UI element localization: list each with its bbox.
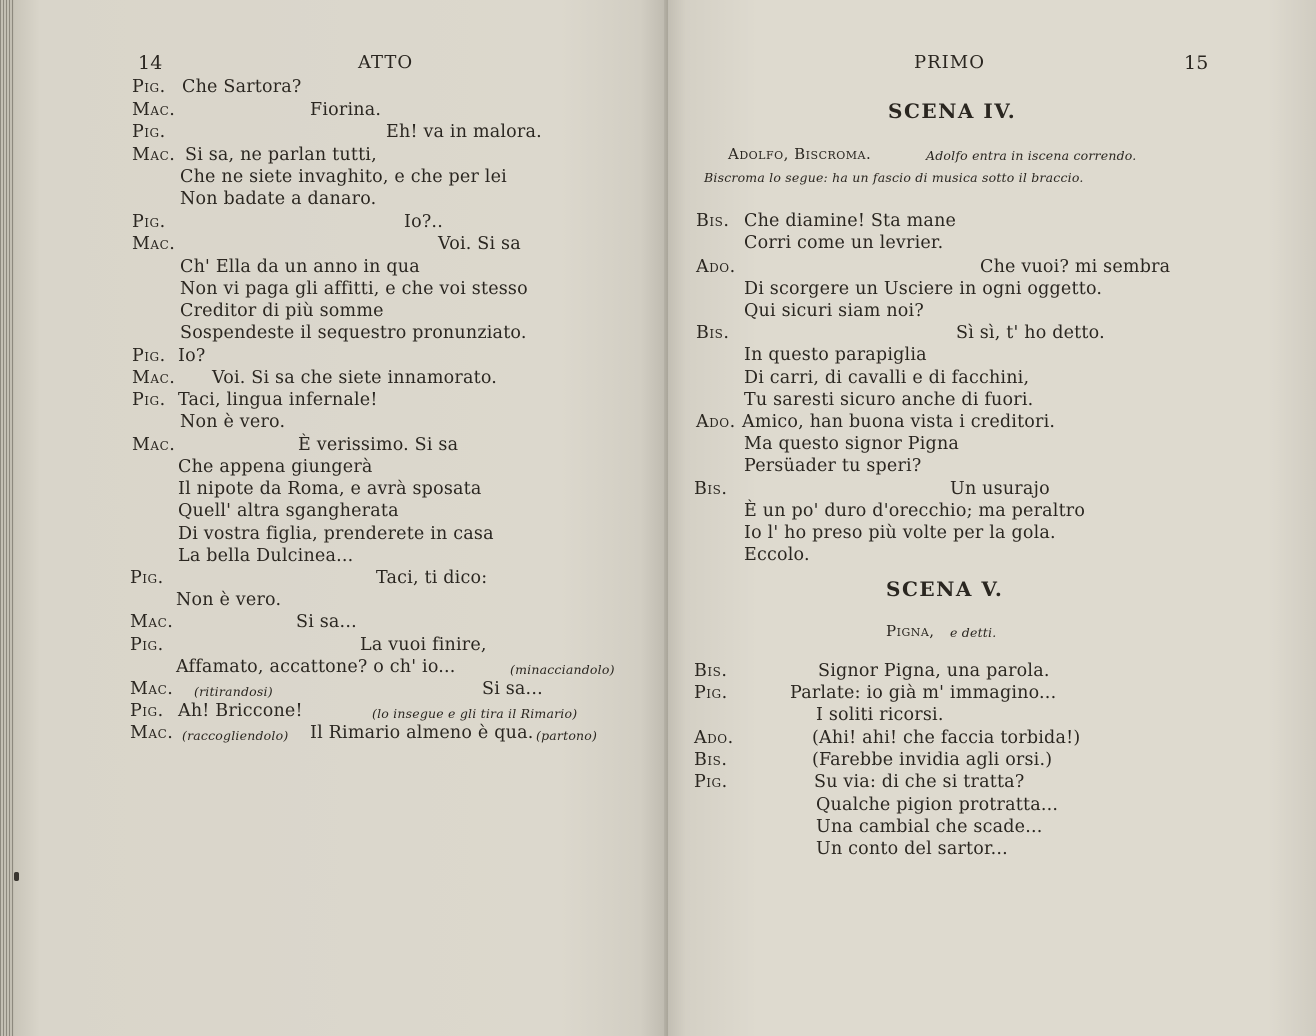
verse-line: Persüader tu speri?: [744, 456, 922, 476]
verse-line: Di carri, di cavalli e di facchini,: [744, 368, 1030, 388]
stage-direction: (raccogliendolo): [182, 728, 289, 743]
speaker: Bis.: [694, 661, 728, 681]
scene-characters: Pigna,: [886, 622, 935, 640]
verse-line: Creditor di più somme: [180, 301, 384, 321]
verse-line: Voi. Si sa: [438, 234, 521, 254]
verse-line: Il nipote da Roma, e avrà sposata: [178, 479, 482, 499]
verse-line: Un usurajo: [950, 479, 1050, 499]
speaker: Bis.: [694, 750, 728, 770]
speaker: Pig.: [132, 212, 166, 232]
verse-line: Sospendeste il sequestro pronunziato.: [180, 323, 527, 343]
verse-line: Si sa, ne parlan tutti,: [185, 145, 377, 165]
verse-line: Su via: di che si tratta?: [814, 772, 1025, 792]
verse-line: Di scorgere un Usciere in ogni oggetto.: [744, 279, 1103, 299]
verse-line: Ah! Briccone!: [178, 701, 303, 721]
stage-direction: e detti.: [950, 625, 997, 640]
speaker: Mac.: [130, 679, 174, 699]
speaker: Ado.: [696, 412, 736, 432]
speaker: Bis.: [696, 211, 730, 231]
verse-line: La vuoi finire,: [360, 635, 487, 655]
speaker: Mac.: [132, 145, 176, 165]
running-head: ATTO: [358, 52, 414, 73]
verse-line: Una cambial che scade...: [816, 817, 1043, 837]
verse-line: Io l' ho preso più volte per la gola.: [744, 523, 1056, 543]
speaker: Bis.: [694, 479, 728, 499]
page-number: 15: [1184, 52, 1209, 74]
speaker: Bis.: [696, 323, 730, 343]
verse-line: Fiorina.: [310, 100, 382, 120]
verse-line: La bella Dulcinea...: [178, 546, 354, 566]
verse-line: Quell' altra sgangherata: [178, 501, 399, 521]
verse-line: Amico, han buona vista i creditori.: [742, 412, 1056, 432]
speaker: Pig.: [694, 772, 728, 792]
speaker: Mac.: [132, 100, 176, 120]
speaker: Pig.: [130, 635, 164, 655]
verse-line: Il Rimario almeno è qua.: [310, 723, 534, 743]
verse-line: Che appena giungerà: [178, 457, 373, 477]
speaker: Mac.: [130, 723, 174, 743]
verse-line: Voi. Si sa che siete innamorato.: [212, 368, 498, 388]
speaker: Mac.: [132, 435, 176, 455]
page-number: 14: [138, 52, 163, 74]
verse-line: È verissimo. Si sa: [298, 435, 459, 455]
verse-line: (Ahi! ahi! che faccia torbida!): [812, 728, 1081, 748]
verse-line: Qui sicuri siam noi?: [744, 301, 924, 321]
verse-line: Taci, ti dico:: [376, 568, 488, 588]
verse-line: Che vuoi? mi sembra: [980, 257, 1171, 277]
verse-line: I soliti ricorsi.: [816, 705, 944, 725]
stage-direction: Adolfo entra in iscena correndo.: [926, 148, 1137, 163]
speaker: Pig.: [132, 122, 166, 142]
speaker: Pig.: [132, 346, 166, 366]
running-head: PRIMO: [914, 52, 985, 73]
verse-line: Non è vero.: [176, 590, 282, 610]
stage-direction: (ritirandosi): [194, 684, 273, 699]
speaker: Pig.: [132, 77, 166, 97]
verse-line: Io?..: [404, 212, 443, 232]
verse-line: (Farebbe invidia agli orsi.): [812, 750, 1053, 770]
stage-direction: (lo insegue e gli tira il Rimario): [372, 706, 578, 721]
verse-line: Signor Pigna, una parola.: [818, 661, 1050, 681]
verse-line: Che ne siete invaghito, e che per lei: [180, 167, 507, 187]
verse-line: Ma questo signor Pigna: [744, 434, 960, 454]
verse-line: Corri come un levrier.: [744, 233, 944, 253]
verse-line: Si sa...: [296, 612, 357, 632]
verse-line: Che diamine! Sta mane: [744, 211, 957, 231]
verse-line: Si sa...: [482, 679, 543, 699]
verse-line: Eccolo.: [744, 545, 810, 565]
verse-line: Ch' Ella da un anno in qua: [180, 257, 420, 277]
verse-line: Non badate a danaro.: [180, 189, 377, 209]
verse-line: Un conto del sartor...: [816, 839, 1008, 859]
verse-line: Tu saresti sicuro anche di fuori.: [744, 390, 1034, 410]
speaker: Pig.: [130, 701, 164, 721]
speaker: Ado.: [694, 728, 734, 748]
speaker: Mac.: [132, 234, 176, 254]
verse-line: Affamato, accattone? o ch' io...: [176, 657, 456, 677]
verse-line: Parlate: io già m' immagino...: [790, 683, 1057, 703]
verse-line: Di vostra figlia, prenderete in casa: [178, 524, 494, 544]
verse-line: Taci, lingua infernale!: [178, 390, 378, 410]
stage-direction: Biscroma lo segue: ha un fascio di musica sotto il braccio.: [704, 170, 1084, 185]
stage-direction: (minacciandolo): [510, 662, 615, 677]
verse-line: Non vi paga gli affitti, e che voi stesso: [180, 279, 528, 299]
verse-line: Sì sì, t' ho detto.: [956, 323, 1105, 343]
verse-line: Io?: [178, 346, 206, 366]
scene-title: SCENA IV.: [888, 99, 1017, 123]
speaker: Pig.: [694, 683, 728, 703]
stage-direction: (partono): [536, 728, 598, 743]
verse-line: Che Sartora?: [182, 77, 302, 97]
speaker: Mac.: [132, 368, 176, 388]
page-edge: [0, 0, 14, 1036]
verse-line: Qualche pigion protratta...: [816, 795, 1059, 815]
scene-characters: Adolfo, Biscroma.: [728, 145, 872, 163]
scene-title: SCENA V.: [886, 577, 1004, 601]
verse-line: In questo parapiglia: [744, 345, 927, 365]
verse-line: Non è vero.: [180, 412, 286, 432]
speaker: Mac.: [130, 612, 174, 632]
speaker: Pig.: [130, 568, 164, 588]
verse-line: Eh! va in malora.: [386, 122, 542, 142]
speaker: Ado.: [696, 257, 736, 277]
right-page: [668, 0, 1316, 1036]
ink-mark: [14, 872, 19, 881]
speaker: Pig.: [132, 390, 166, 410]
verse-line: È un po' duro d'orecchio; ma peraltro: [744, 501, 1086, 521]
